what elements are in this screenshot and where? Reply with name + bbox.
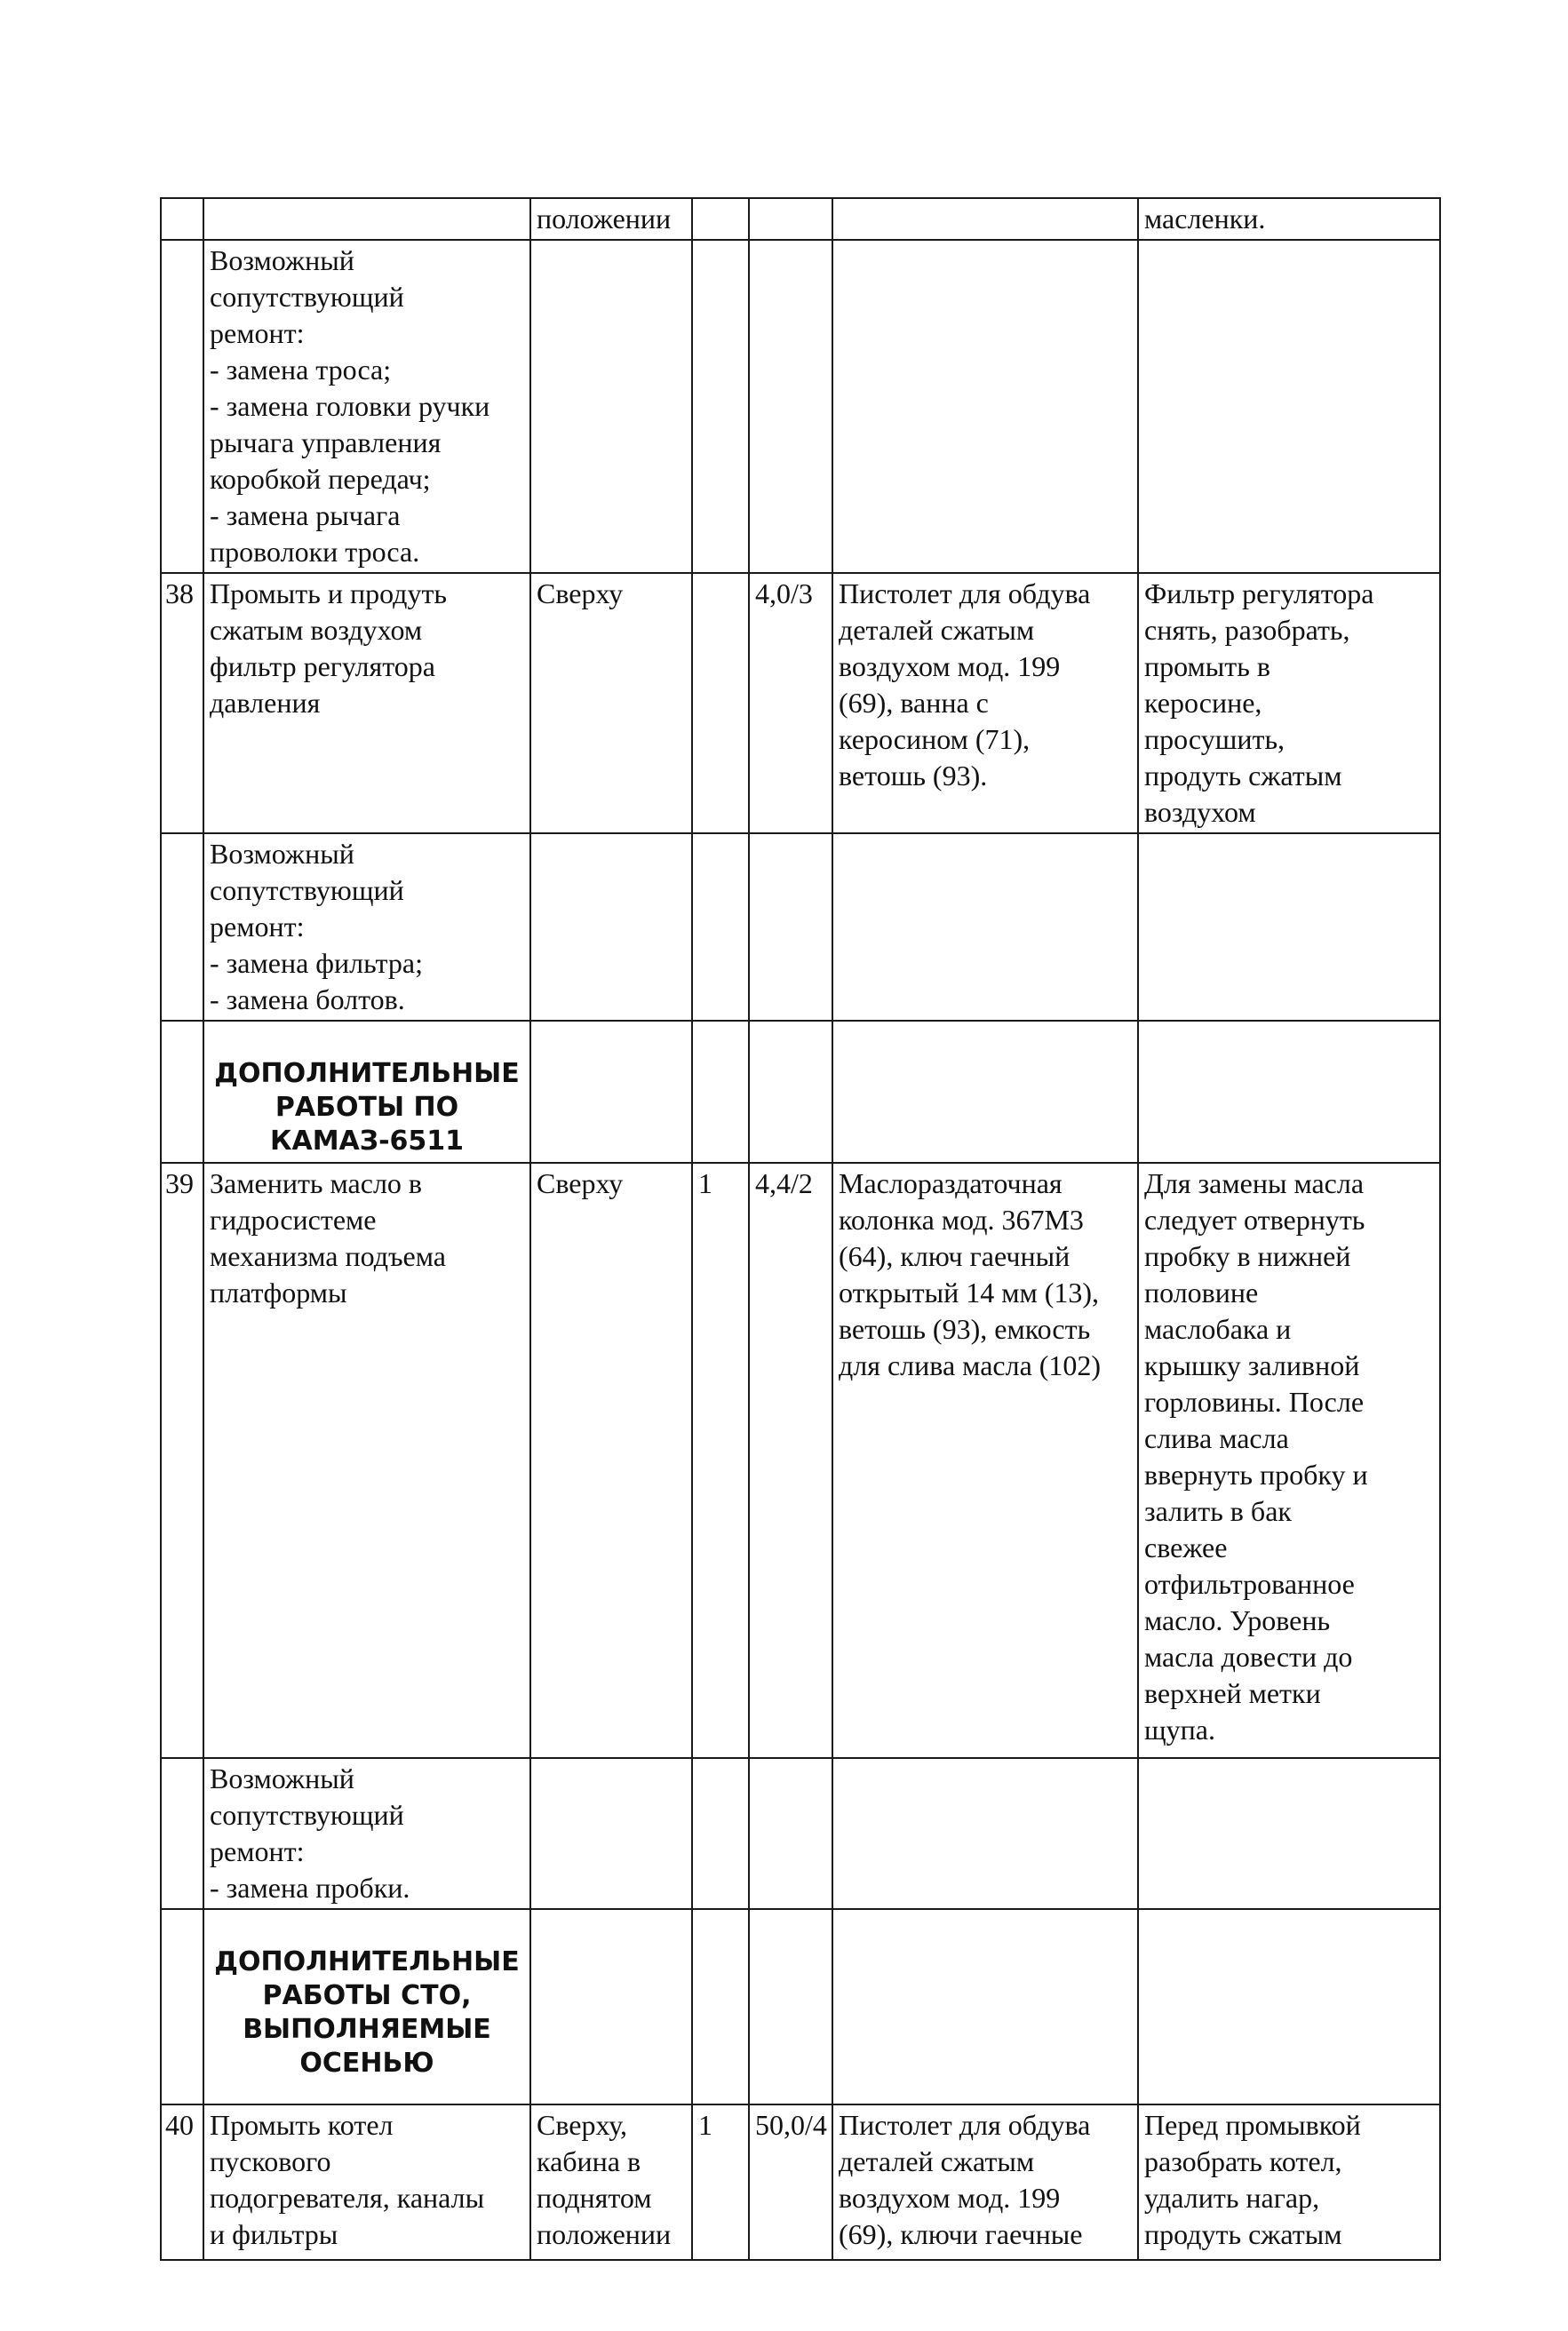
cell-possible-repair: Возможный сопутствующий ремонт: - замена троса; - замена головки ручки рычага управления коробкой передач; - замена рычага проволоки троса. (203, 240, 530, 573)
cell-num: 40 (161, 2104, 203, 2260)
cell-empty (1138, 240, 1440, 573)
cell-empty (530, 1909, 692, 2104)
cell-empty (832, 1909, 1138, 2104)
cell-equipment: Пистолет для обдува деталей сжатым воздухом мод. 199 (69), ванна с керосином (71), ветошь (93). (832, 573, 1138, 833)
cell-position: Сверху (530, 1163, 692, 1758)
cell-empty (832, 833, 1138, 1021)
cell-operation: Промыть котел пускового подогревателя, каналы и фильтры (203, 2104, 530, 2260)
cell-notes: Для замены масла следует отвернуть пробку в нижней половине маслобака и крышку заливной горловины. После слива масла ввернуть пробку и залить в бак свежее отфильтрованное масло. Уровень масла довести до верхней метки щупа. (1138, 1163, 1440, 1758)
cell-empty (692, 1758, 749, 1909)
cell-num: 38 (161, 573, 203, 833)
cell-time: 50,0/4 (749, 2104, 832, 2260)
cell-empty (749, 1758, 832, 1909)
table-row-38 (161, 573, 1440, 833)
cell-num (161, 1758, 203, 1909)
cell-operation: Заменить масло в гидросистеме механизма подъема платформы (203, 1163, 530, 1758)
table-row-section-heading (161, 1909, 1440, 2104)
table-row-possible-repair (161, 1758, 1440, 1909)
cell-empty (530, 240, 692, 573)
cell-count (692, 198, 749, 240)
cell-empty (1138, 1758, 1440, 1909)
section-heading-sto-autumn: ДОПОЛНИТЕЛЬНЫЕ РАБОТЫ СТО, ВЫПОЛНЯЕМЫЕ ОСЕНЬЮ (203, 1909, 530, 2104)
cell-empty (530, 833, 692, 1021)
cell-num (161, 1021, 203, 1163)
cell-empty (749, 1021, 832, 1163)
cell-equipment: Пистолет для обдува деталей сжатым воздухом мод. 199 (69), ключи гаечные (832, 2104, 1138, 2260)
cell-notes: масленки. (1138, 198, 1440, 240)
cell-empty (692, 833, 749, 1021)
cell-position: положении (530, 198, 692, 240)
cell-empty (1138, 1021, 1440, 1163)
cell-time: 4,0/3 (749, 573, 832, 833)
cell-empty (832, 1758, 1138, 1909)
cell-time: 4,4/2 (749, 1163, 832, 1758)
cell-empty (530, 1758, 692, 1909)
cell-possible-repair: Возможный сопутствующий ремонт: - замена фильтра; - замена болтов. (203, 833, 530, 1021)
cell-notes: Фильтр регулятора снять, разобрать, промыть в керосине, просушить, продуть сжатым воздухом (1138, 573, 1440, 833)
cell-empty (530, 1021, 692, 1163)
cell-empty (1138, 1909, 1440, 2104)
cell-position: Сверху, кабина в поднятом положении (530, 2104, 692, 2260)
cell-empty (692, 1021, 749, 1163)
cell-equipment: Маслораздаточная колонка мод. 367М3 (64), ключ гаечный открытый 14 мм (13), ветошь (93), емкость для слива масла (102) (832, 1163, 1138, 1758)
cell-position: Сверху (530, 573, 692, 833)
cell-num: 39 (161, 1163, 203, 1758)
cell-empty (749, 833, 832, 1021)
cell-count (692, 573, 749, 833)
cell-num (161, 1909, 203, 2104)
cell-empty (692, 240, 749, 573)
table-row-40 (161, 2104, 1440, 2260)
table-row-possible-repair (161, 240, 1440, 573)
cell-notes: Перед промывкой разобрать котел, удалить нагар, продуть сжатым (1138, 2104, 1440, 2260)
maintenance-table (160, 197, 1441, 2261)
cell-num (161, 833, 203, 1021)
cell-operation (203, 198, 530, 240)
cell-count: 1 (692, 2104, 749, 2260)
cell-possible-repair: Возможный сопутствующий ремонт: - замена пробки. (203, 1758, 530, 1909)
cell-empty (832, 240, 1138, 573)
cell-time (749, 198, 832, 240)
table-row-section-heading (161, 1021, 1440, 1163)
section-heading-kamaz: ДОПОЛНИТЕЛЬНЫЕ РАБОТЫ ПО КАМАЗ-6511 (203, 1021, 530, 1163)
cell-num (161, 198, 203, 240)
cell-num (161, 240, 203, 573)
cell-count: 1 (692, 1163, 749, 1758)
cell-empty (749, 240, 832, 573)
table-row-39 (161, 1163, 1440, 1758)
cell-empty (749, 1909, 832, 2104)
cell-empty (1138, 833, 1440, 1021)
cell-empty (692, 1909, 749, 2104)
cell-equipment (832, 198, 1138, 240)
table-row-continuation (161, 198, 1440, 240)
table-row-possible-repair (161, 833, 1440, 1021)
cell-empty (832, 1021, 1138, 1163)
cell-operation: Промыть и продуть сжатым воздухом фильтр регулятора давления (203, 573, 530, 833)
